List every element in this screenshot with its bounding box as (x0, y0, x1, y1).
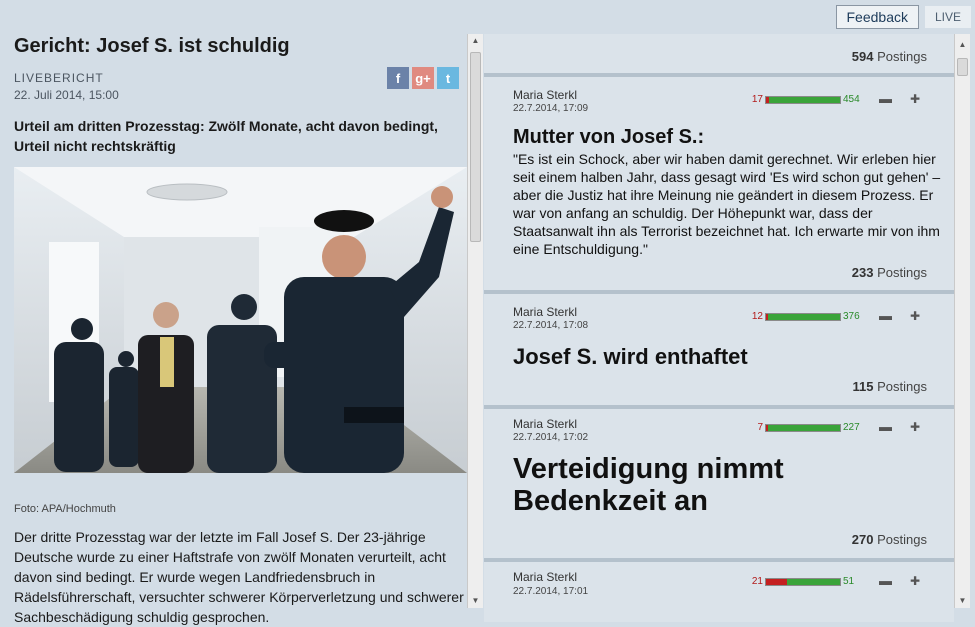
article-title: Gericht: Josef S. ist schuldig (14, 35, 290, 57)
article-kind: LIVEBERICHT (14, 71, 104, 85)
postings-label: Postings (877, 532, 927, 547)
article-date: 22. Juli 2014, 15:00 (14, 88, 119, 102)
feedback-button[interactable]: Feedback (836, 5, 919, 29)
postings-link[interactable] (852, 265, 927, 280)
scroll-down-arrow-icon[interactable]: ▼ (958, 596, 967, 605)
article-scrollbar[interactable] (467, 34, 483, 608)
postings-count: 594 (851, 49, 874, 64)
share-buttons (387, 67, 459, 89)
photo-credit: Foto: APA/Hochmuth (14, 503, 116, 515)
vote-widget (749, 576, 854, 587)
ticker-entry (484, 409, 954, 562)
entry-date: 22.7.2014, 17:01 (513, 586, 589, 597)
vote-up-button[interactable]: ✚ (910, 92, 921, 106)
postings-link[interactable] (853, 379, 927, 394)
vote-negative-count: 12 (751, 311, 763, 322)
vote-down-button[interactable]: ▬ (879, 573, 892, 588)
ticker-entry-partial (484, 34, 954, 77)
postings-count: 270 (851, 532, 874, 547)
vote-bar-positive (769, 97, 840, 103)
live-button[interactable]: LIVE (925, 6, 971, 28)
live-ticker (484, 34, 954, 608)
vote-widget (749, 311, 860, 322)
vote-down-button[interactable]: ▬ (879, 419, 892, 434)
scroll-up-arrow-icon[interactable]: ▲ (471, 36, 480, 45)
vote-negative-count: 17 (751, 94, 763, 105)
vote-bar (765, 578, 841, 586)
ticker-entry (484, 77, 954, 294)
entry-headline: Verteidigung nimmt Bedenkzeit an (513, 453, 784, 517)
entry-date: 22.7.2014, 17:02 (513, 432, 589, 443)
vote-bar-positive (787, 579, 840, 585)
postings-label: Postings (877, 49, 927, 64)
vote-up-button[interactable]: ✚ (910, 574, 921, 588)
entry-date: 22.7.2014, 17:09 (513, 103, 589, 114)
vote-positive-count: 51 (843, 576, 855, 587)
vote-up-button[interactable]: ✚ (910, 309, 921, 323)
vote-bar-positive (768, 425, 840, 431)
entry-author: Maria Sterkl (513, 417, 578, 431)
ticker-scrollbar[interactable] (954, 34, 970, 608)
article-photo (14, 167, 467, 473)
postings-label: Postings (877, 379, 927, 394)
entry-author: Maria Sterkl (513, 305, 578, 319)
vote-positive-count: 454 (843, 94, 860, 105)
vote-bar-negative (766, 579, 787, 585)
vote-bar (765, 96, 841, 104)
vote-bar-positive (768, 314, 840, 320)
postings-count: 115 (852, 379, 874, 394)
article-body: Der dritte Prozesstag war der letzte im Fall Josef S. Der 23-jährige Deutsche wurde zu einer Haftstrafe von zwölf Monaten verurteilt, acht davon sind bedingt. Er wurde wegen Landfriedensbruch in Rädelsführerschaft, versuchter schwerer Körperverletzung und schwerer Sachbeschädigung schuldig gesprochen. (14, 529, 464, 625)
entry-headline: Mutter von Josef S.: (513, 126, 705, 148)
postings-link[interactable] (852, 532, 927, 547)
vote-down-button[interactable]: ▬ (879, 308, 892, 323)
vote-negative-count: 7 (757, 422, 763, 433)
entry-text: "Es ist ein Schock, aber wir haben damit gerechnet. Wir erleben hier seit einem halben Jahr, dass gesagt wird 'Es wird schon gut gehen' – aber die Justiz hat ihre Meinung nie geändert in diesem Prozess. Er war von anfang an schuldig. Der Höhepunkt war, dass der Staatsanwalt ihn als Terrorist bezeichnet hat. Ich erwarte mir von ihm eine Entschuldigung." (513, 151, 941, 257)
entry-headline: Josef S. wird enthaftet (513, 344, 748, 369)
top-toolbar (836, 5, 972, 29)
postings-count: 233 (851, 265, 874, 280)
vote-bar (765, 424, 841, 432)
ticker-entry (484, 294, 954, 409)
postings-label: Postings (877, 265, 927, 280)
scroll-thumb[interactable] (957, 58, 968, 76)
ticker-entry (484, 562, 954, 622)
vote-bar (765, 313, 841, 321)
scroll-thumb[interactable] (470, 52, 481, 242)
twitter-share-icon[interactable]: t (437, 67, 459, 89)
entry-author: Maria Sterkl (513, 88, 578, 102)
scroll-up-arrow-icon[interactable]: ▲ (958, 40, 967, 49)
vote-down-button[interactable]: ▬ (879, 91, 892, 106)
entry-date: 22.7.2014, 17:08 (513, 320, 589, 331)
vote-widget (749, 94, 860, 105)
vote-widget (749, 422, 860, 433)
vote-up-button[interactable]: ✚ (910, 420, 921, 434)
vote-positive-count: 227 (843, 422, 860, 433)
article (14, 35, 467, 625)
vote-positive-count: 376 (843, 311, 860, 322)
entry-author: Maria Sterkl (513, 570, 578, 584)
facebook-share-icon[interactable]: f (387, 67, 409, 89)
article-lead: Urteil am dritten Prozesstag: Zwölf Monate, acht davon bedingt, Urteil nicht rechtskräftig (14, 118, 438, 154)
googleplus-share-icon[interactable]: g+ (412, 67, 434, 89)
scroll-down-arrow-icon[interactable]: ▼ (471, 596, 480, 605)
vote-negative-count: 21 (751, 576, 763, 587)
postings-link[interactable] (852, 49, 927, 64)
